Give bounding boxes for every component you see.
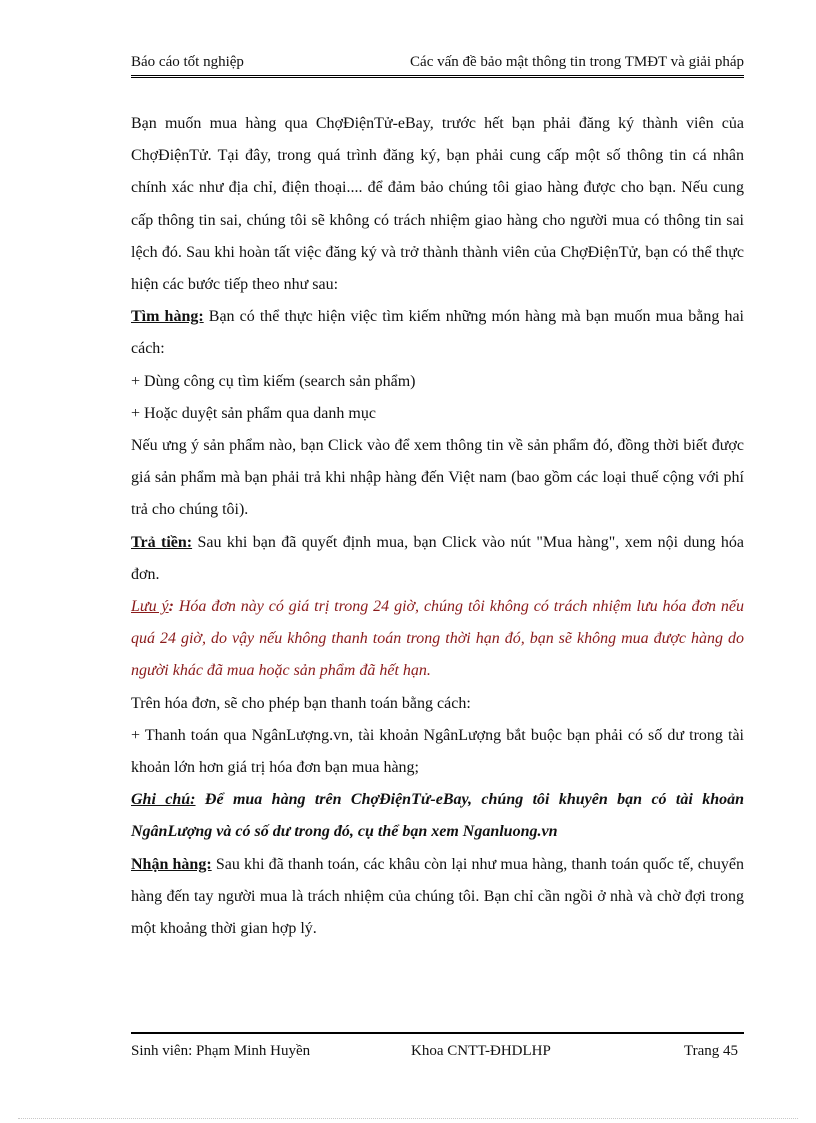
pay-text: Sau khi bạn đã quyết định mua, bạn Click vào nút "Mua hàng", xem nội dung hóa đơn.	[131, 533, 744, 583]
invoice-paragraph: Trên hóa đơn, sẽ cho phép bạn thanh toán bằng cách:	[131, 694, 471, 712]
page-header	[131, 52, 744, 78]
header-thesis-title: Các vấn đề bảo mật thông tin trong TMĐT và giải pháp	[410, 54, 744, 70]
bullet-search-tool: + Dùng công cụ tìm kiếm (search sản phẩm)	[131, 372, 416, 390]
page-footer	[131, 1041, 744, 1061]
find-paragraph	[131, 301, 744, 365]
ghichu-paragraph	[131, 784, 744, 848]
footer-page-number: Trang 45	[683, 1043, 738, 1059]
bullet-nganluong: + Thanh toán qua NgânLượng.vn, tài khoản NgânLượng bắt buộc bạn phải có số dư trong tài khoản lớn hơn giá trị hóa đơn bạn mua hàng;	[131, 726, 744, 777]
intro-paragraph: Bạn muốn mua hàng qua ChợĐiệnTử-eBay, trước hết bạn phải đăng ký thành viên của ChợĐiệnTử. Tại đây, trong quá trình đăng ký, bạn phải cung cấp một số thông tin cá nhân chính xác như địa chỉ, điện thoại.... để đảm bảo chúng tôi giao hàng được cho bạn. Nếu cung cấp thông tin sai, chúng tôi sẽ không có trách nhiệm giao hàng cho người mua có thông tin sai lệch đó. Sau khi hoàn tất việc đăng ký và trở thành thành viên của ChợĐiệnTử, bạn có thể thực hiện các bước tiếp theo như sau:	[131, 115, 744, 294]
ghichu-text: Để mua hàng trên ChợĐiệnTử-eBay, chúng tôi khuyên bạn có tài khoản NgânLượng và có số dư trong đó, cụ thể bạn xem Nganluong.vn	[131, 791, 744, 841]
document-body	[131, 108, 744, 945]
find-text: Bạn có thể thực hiện việc tìm kiếm những món hàng mà bạn muốn mua bằng hai cách:	[131, 308, 744, 358]
bullet-browse-category: + Hoặc duyệt sản phẩm qua danh mục	[131, 404, 376, 422]
receive-label: Nhận hàng:	[131, 855, 212, 873]
footer-faculty: Khoa CNTT-ĐHDLHP	[411, 1043, 551, 1059]
receive-text: Sau khi đã thanh toán, các khâu còn lại như mua hàng, thanh toán quốc tế, chuyển hàng đến tay người mua là trách nhiệm của chúng tôi. Bạn chỉ cần ngồi ở nhà và chờ đợi trong một khoảng thời gian hợp lý.	[131, 855, 744, 938]
choose-paragraph: Nếu ưng ý sản phẩm nào, bạn Click vào để xem thông tin về sản phẩm đó, đồng thời biết được giá sản phẩm mà bạn phải trả khi nhập hàng đến Việt nam (bao gồm các loại thuế cộng với phí trả cho chúng tôi).	[131, 437, 744, 519]
header-report-title: Báo cáo tốt nghiệp	[131, 54, 244, 70]
pay-label: Trả tiền:	[131, 533, 193, 551]
footer-student: Sinh viên: Phạm Minh Huyền	[131, 1043, 311, 1059]
ghichu-label: Ghi chú:	[131, 791, 196, 809]
note-label: Lưu ý	[131, 598, 169, 616]
find-label: Tìm hàng:	[131, 308, 204, 326]
note-text: Hóa đơn này có giá trị trong 24 giờ, chúng tôi không có trách nhiệm lưu hóa đơn nếu quá 24 giờ, do vậy nếu không thanh toán trong thời hạn đó, bạn sẽ không mua được hàng do người khác đã mua hoặc sản phẩm đã hết hạn.	[131, 598, 744, 680]
note-paragraph	[131, 591, 744, 688]
footer-divider	[131, 1032, 744, 1034]
note-colon: :	[168, 598, 174, 616]
pay-paragraph	[131, 527, 744, 591]
page-bottom-dotted-border	[18, 1118, 798, 1119]
receive-paragraph	[131, 849, 744, 946]
